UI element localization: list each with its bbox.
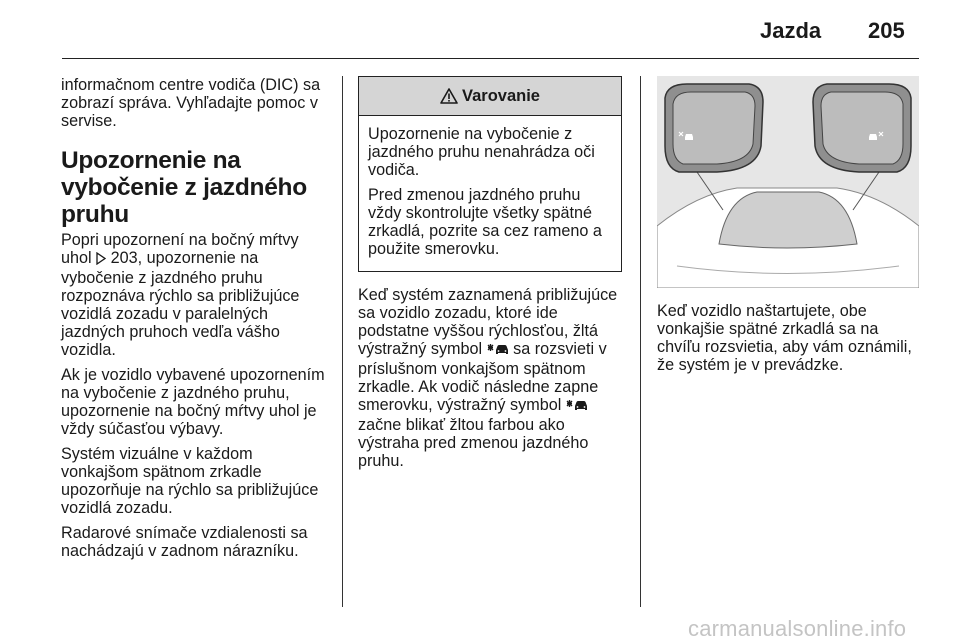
paragraph-startup: Keď vozidlo naštartujete, obe vonkajšie spätné zrkadlá sa na chvíľu rozsvietia, aby vám oznámili, že systém je v prevádzke. — [657, 302, 912, 374]
warning-triangle-icon — [440, 88, 458, 104]
column-1 — [61, 76, 333, 567]
paragraph-2: Ak je vozidlo vybavené upozornením na vybočenie z jazdného pruhu, upozornenie na bočný mŕtvy uhol je vždy súčasťou výbavy. — [61, 366, 325, 438]
intro-paragraph: informačnom centre vodiča (DIC) sa zobrazí správa. Vyhľadajte pomoc v servise. — [61, 76, 321, 130]
paragraph-1: Popri upozornení na bočný mŕtvy uhol 203, upozornenie na vybočenie z jazdného pruhu rozpoznáva rýchlo sa približujúce vozidlá zozadu v paralelných jazdných pruhoch vedľa vášho vozidla. — [61, 231, 300, 359]
page-reference: 203 — [110, 249, 138, 267]
side-blind-zone-alert-icon-2 — [566, 398, 588, 416]
warning-paragraph-2: Pred zmenou jazdného pruhu vždy skontrolujte všetky spätné zrkadlá, pozrite sa cez rameno a použite smerovku. — [368, 186, 602, 258]
warning-body — [359, 116, 621, 271]
section-title: Upozornenie na vybočenie z jazdného pruhu — [61, 147, 307, 228]
page-reference-icon — [96, 251, 106, 269]
warning-box — [358, 76, 622, 272]
column-divider-2 — [640, 76, 641, 607]
column-2 — [358, 76, 624, 477]
page-number: 205 — [868, 18, 905, 43]
column-divider-1 — [342, 76, 343, 607]
column-3 — [657, 76, 925, 381]
paragraph-lane-change: Keď systém zaznamená približujúce sa vozidlo zozadu, ktoré ide podstatne vyššou rýchlosťou, žltá výstražný symbol sa rozsvieti v príslušnom vonkajšom spätnom zrkadle. Ak vodič následne zapne smerovku, výstražný symbol začne blikať žltou farbou ako výstraha pred zmenou jazdného pruhu. — [358, 286, 618, 470]
mirror-illustration — [657, 76, 919, 288]
warning-header — [359, 77, 621, 116]
running-header-section: Jazda — [760, 18, 822, 43]
side-blind-zone-alert-icon — [487, 342, 509, 360]
paragraph-3: Systém vizuálne v každom vonkajšom spätnom zrkadle upozorňuje na rýchlo sa približujúce vozidlá zozadu. — [61, 445, 319, 517]
warning-paragraph-1: Upozornenie na vybočenie z jazdného pruhu nenahrádza oči vodiča. — [368, 125, 595, 179]
paragraph-4: Radarové snímače vzdialenosti sa nachádzajú v zadnom nárazníku. — [61, 524, 308, 560]
header-rule — [62, 58, 919, 59]
warning-title: Varovanie — [462, 87, 540, 105]
watermark: carmanualsonline.info — [688, 616, 907, 641]
